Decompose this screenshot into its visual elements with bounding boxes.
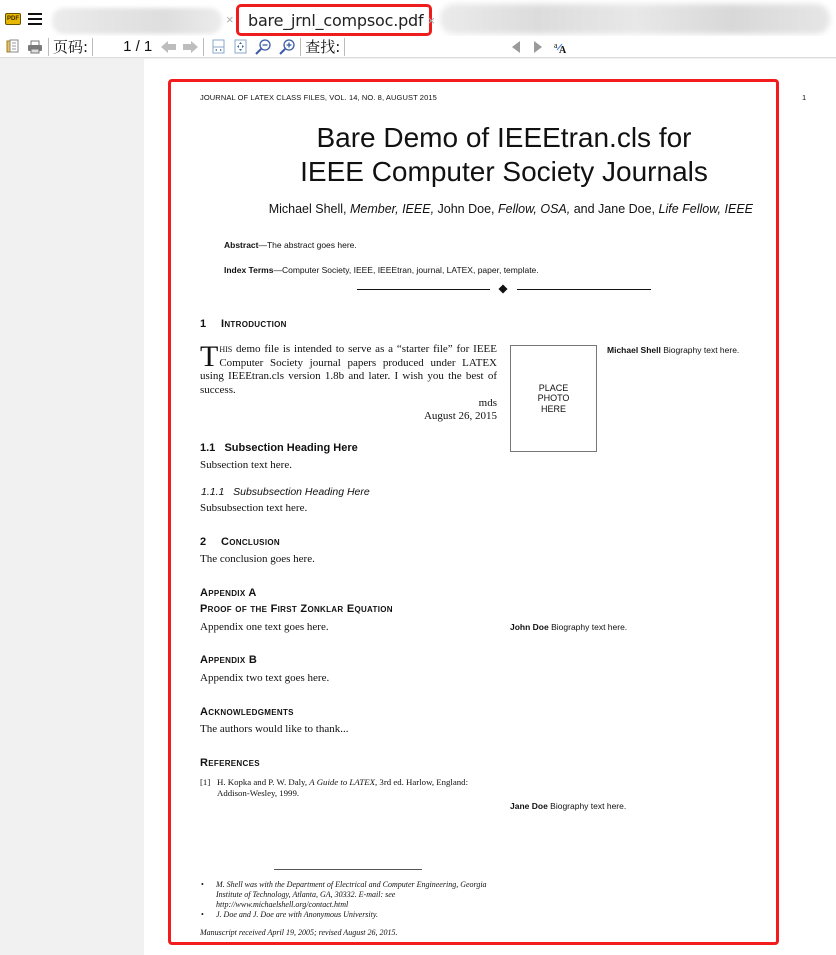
print-icon[interactable] — [26, 38, 44, 56]
photo-placeholder-text: HERE — [540, 403, 566, 414]
index-terms-text: —Computer Society, IEEE, IEEEtran, journal, LATEX, paper, template. — [273, 265, 539, 275]
match-case-icon[interactable] — [553, 38, 571, 56]
toolbar-divider — [48, 38, 49, 56]
author-affiliation: Fellow, OSA, — [497, 202, 571, 216]
toolbar-divider — [92, 38, 93, 56]
bio-name: Michael Shell — [607, 345, 661, 355]
signature-date: August 26, 2015 — [423, 410, 497, 422]
section-number: 2 — [200, 536, 207, 548]
toolbar — [0, 36, 836, 58]
zoom-in-icon[interactable] — [278, 38, 296, 56]
subsection-text: Subsection text here. — [200, 459, 292, 471]
appendix-a-subtitle: Proof of the First Zonklar Equation — [200, 603, 393, 615]
signature-name: mds — [478, 397, 497, 409]
author-name: and Jane Doe, — [570, 202, 659, 216]
prev-page-icon[interactable] — [160, 38, 178, 56]
svg-text:a: a — [554, 40, 558, 50]
svg-text:A: A — [559, 44, 567, 54]
appendix-a-text: Appendix one text goes here. — [200, 621, 329, 633]
tab-title: bare_jrnl_compsoc.pdf — [248, 10, 424, 30]
close-tab-icon[interactable]: × — [427, 12, 436, 28]
appendix-b-heading: Appendix B — [200, 654, 258, 666]
bullet-icon: • — [201, 880, 204, 889]
subsubsection-heading — [201, 486, 370, 498]
manuscript-received: Manuscript received April 19, 2005; revised August 26, 2015. — [200, 928, 398, 937]
abstract — [224, 240, 357, 250]
app-logo-icon[interactable]: PDF — [5, 13, 21, 25]
intro-smallcaps: his — [219, 343, 233, 355]
intro-text: demo file is intended to serve as a “starter file” for IEEE Computer Society journal papers produced under LATEX using IEEEtran.cls version 1.8b and later. I wish you the best of success. — [200, 343, 497, 396]
subsection-title: Subsection Heading Here — [224, 442, 358, 454]
reference-title: A Guide to LATEX — [309, 777, 376, 787]
toolbar-divider — [300, 38, 301, 56]
tab-active-document[interactable] — [236, 4, 436, 36]
photo-placeholder — [510, 345, 597, 452]
conclusion-text: The conclusion goes here. — [200, 553, 315, 565]
paper-title-line2: IEEE Computer Society Journals — [300, 156, 708, 187]
divider-rule — [517, 289, 651, 290]
bio-michael-shell — [607, 345, 739, 355]
acknowledgments-heading: Acknowledgments — [200, 706, 294, 718]
photo-placeholder-text: PLACE — [538, 382, 569, 393]
tab-blurred[interactable] — [52, 8, 222, 34]
divider-rule — [357, 289, 490, 290]
find-label: 查找: — [305, 38, 341, 56]
appendix-b-text: Appendix two text goes here. — [200, 672, 330, 684]
footnote-text: J. Doe and J. Doe are with Anonymous University. — [216, 910, 378, 919]
tab-blurred[interactable] — [440, 4, 830, 34]
tab-bar — [0, 0, 836, 36]
subsection-heading — [200, 442, 358, 454]
sidebar-panel — [0, 59, 144, 955]
running-head: JOURNAL OF LATEX CLASS FILES, VOL. 14, NO. 8, AUGUST 2015 — [200, 93, 437, 102]
find-prev-icon[interactable] — [509, 38, 523, 56]
next-page-icon[interactable] — [181, 38, 199, 56]
author-affiliation: Life Fellow, IEEE — [658, 202, 753, 216]
footnote-item — [200, 910, 500, 920]
bio-text: Biography text here. — [548, 622, 628, 632]
footnote-rule — [274, 869, 422, 870]
section-number: 1 — [200, 318, 207, 330]
abstract-label: Abstract — [224, 240, 259, 250]
reference-authors: H. Kopka and P. W. Daly, — [217, 777, 310, 787]
abstract-text: —The abstract goes here. — [258, 240, 357, 250]
subsubsection-title: Subsubsection Heading Here — [233, 486, 370, 498]
zoom-out-icon[interactable] — [254, 38, 272, 56]
subsubsection-number: 1.1.1 — [201, 486, 225, 498]
bio-text: Biography text here. — [660, 345, 740, 355]
bio-name: Jane Doe — [510, 801, 548, 811]
footnote-item — [200, 880, 500, 910]
bio-name: John Doe — [510, 622, 549, 632]
subsubsection-text: Subsubsection text here. — [200, 502, 308, 514]
fit-page-icon[interactable] — [232, 38, 248, 56]
find-next-icon[interactable] — [531, 38, 545, 56]
fit-width-icon[interactable] — [210, 38, 226, 56]
page-label: 页码: — [53, 38, 89, 56]
drop-cap: T — [200, 340, 219, 373]
toolbar-divider — [203, 38, 204, 56]
section-title: Introduction — [221, 318, 287, 330]
section-heading-introduction — [200, 318, 287, 330]
subsection-number: 1.1 — [200, 442, 216, 454]
bio-john-doe — [510, 622, 627, 632]
appendix-a-heading: Appendix A — [200, 587, 257, 599]
references-heading: References — [200, 757, 260, 769]
index-terms — [224, 265, 539, 275]
open-file-icon[interactable] — [5, 38, 21, 56]
photo-placeholder-text: PHOTO — [537, 393, 570, 404]
toolbar-divider — [344, 38, 345, 56]
page-number: 1 — [802, 93, 807, 102]
find-input[interactable] — [349, 38, 509, 56]
page-number-input[interactable]: 1 / 1 — [123, 38, 153, 55]
intro-paragraph — [200, 340, 497, 397]
author-list — [200, 202, 753, 216]
reference-item — [200, 777, 500, 798]
hamburger-menu-icon[interactable] — [28, 13, 42, 25]
section-heading-conclusion — [200, 536, 280, 548]
author-name: Michael Shell, — [268, 202, 350, 216]
author-name: John Doe, — [434, 202, 498, 216]
bio-jane-doe — [510, 801, 626, 811]
author-affiliation: Member, IEEE, — [349, 202, 435, 216]
reference-tag: [1] — [200, 777, 211, 787]
close-tab-icon[interactable]: × — [226, 12, 234, 27]
footnotes — [200, 880, 500, 920]
acknowledgments-text: The authors would like to thank... — [200, 723, 349, 735]
section-title: Conclusion — [221, 536, 280, 548]
footnote-text: M. Shell was with the Department of Electrical and Computer Engineering, Georgia Institute of Technology, Atlanta, GA, 30332. E-mail: see http://www.michaelshell.org/contact.html — [216, 880, 487, 909]
paper-title-line1: Bare Demo of IEEEtran.cls for — [316, 122, 692, 153]
index-terms-label: Index Terms — [224, 265, 274, 275]
bio-text: Biography text here. — [547, 801, 627, 811]
reference-publisher: , 3rd ed. Harlow, England: Addison-Wesley, 1999. — [217, 777, 469, 798]
bullet-icon: • — [201, 910, 204, 919]
